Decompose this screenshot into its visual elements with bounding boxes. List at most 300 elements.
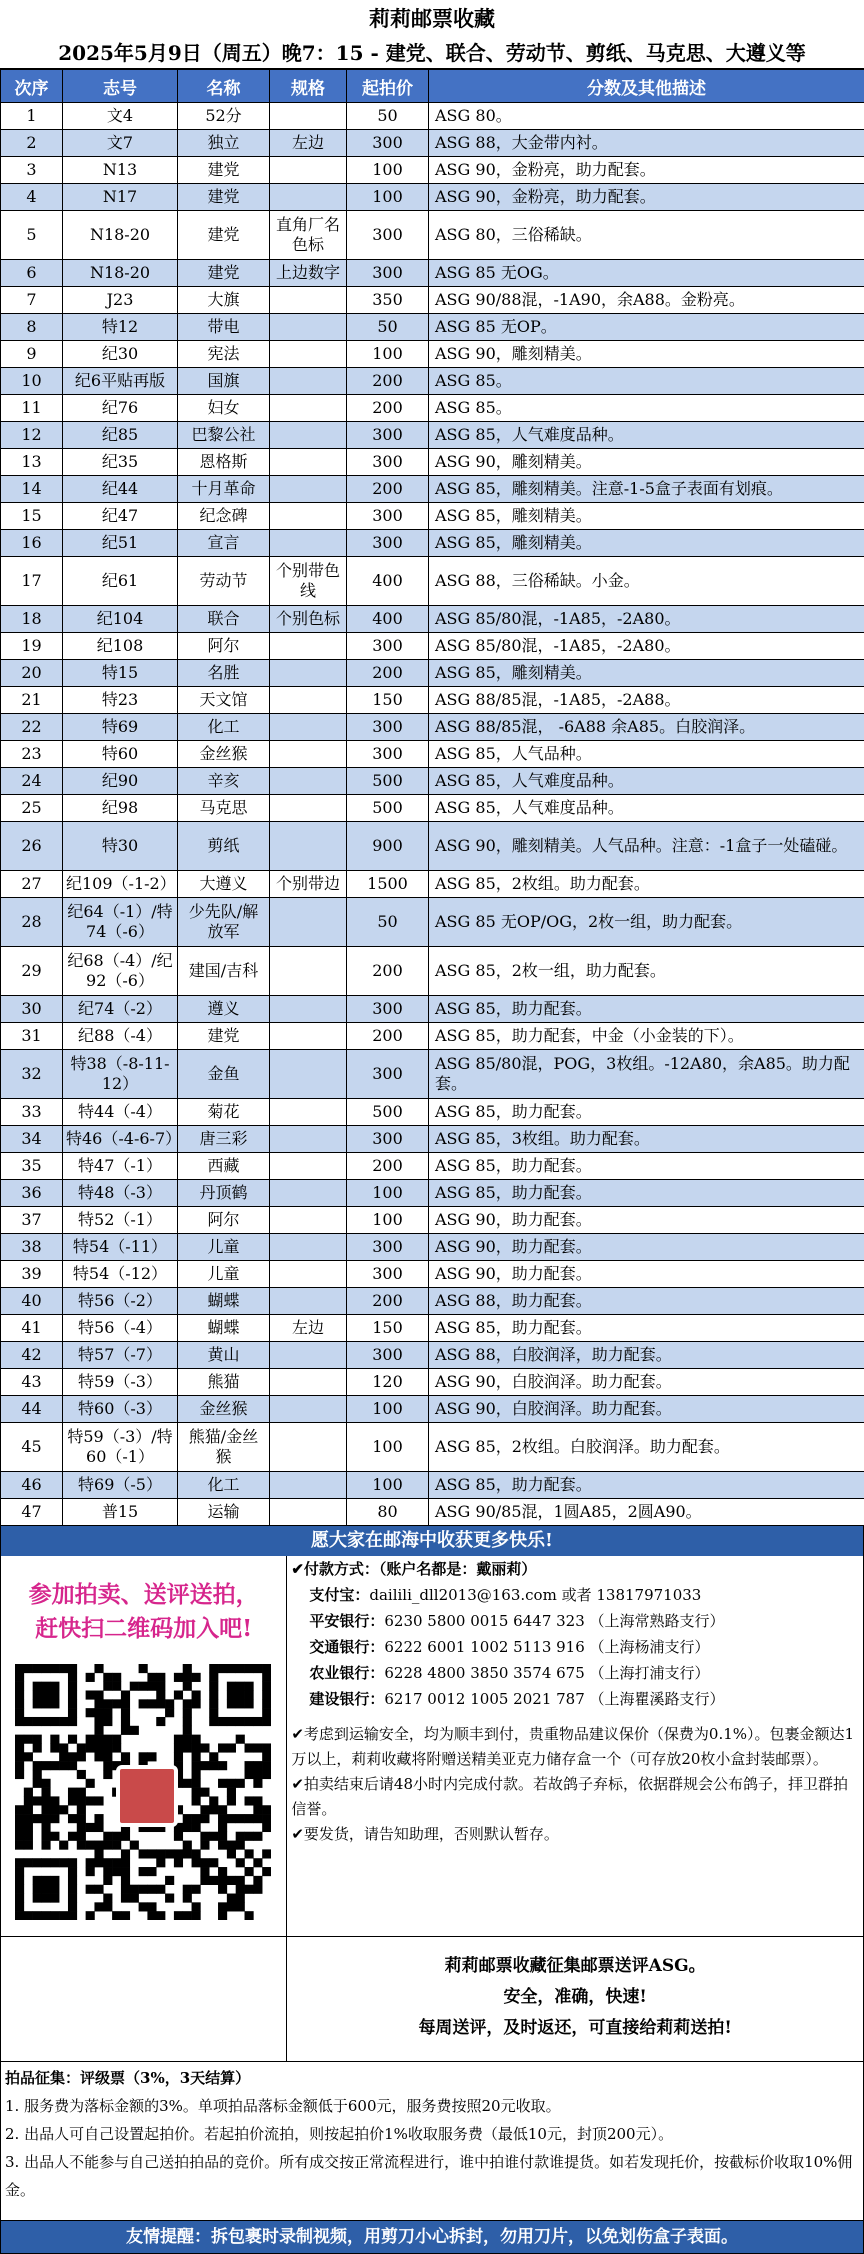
lot-start-price: 100 [347,1396,429,1423]
lot-name: 建国/吉科 [178,947,270,996]
lot-order: 39 [1,1261,63,1288]
lot-name: 遵义 [178,996,270,1023]
lot-description: ASG 88，大金带内衬。 [429,130,864,157]
lot-order: 3 [1,157,63,184]
lot-description: ASG 88，三俗稀缺。小金。 [429,557,864,606]
lot-description: ASG 88，白胶润泽，助力配套。 [429,1342,864,1369]
lot-spec [270,368,347,395]
lot-start-price: 150 [347,1315,429,1342]
alipay-label: 支付宝： [309,1586,369,1604]
lot-description: ASG 85/80混，-1A85，-2A80。 [429,633,864,660]
table-row [1,1261,864,1288]
col-header-spec: 规格 [270,70,347,103]
lot-order: 33 [1,1099,63,1126]
page-title: 莉莉邮票收藏 [0,0,864,38]
lot-description: ASG 90/85混，1圆A85，2圆A90。 [429,1499,864,1526]
lot-start-price: 200 [347,660,429,687]
lot-code: 特54（-11） [63,1234,178,1261]
lot-name: 恩格斯 [178,449,270,476]
lot-order: 38 [1,1234,63,1261]
lot-start-price: 100 [347,184,429,211]
lot-order: 30 [1,996,63,1023]
lot-code: 特56（-2） [63,1288,178,1315]
table-row [1,557,864,606]
lot-description: ASG 90/88混，-1A90，余A88。金粉亮。 [429,287,864,314]
col-header-name: 名称 [178,70,270,103]
bank-line [287,1634,863,1660]
lot-start-price: 300 [347,1234,429,1261]
lot-order: 20 [1,660,63,687]
lot-order: 31 [1,1023,63,1050]
lot-description: ASG 90，白胶润泽。助力配套。 [429,1396,864,1423]
lot-spec [270,476,347,503]
table-row [1,157,864,184]
lot-code: N13 [63,157,178,184]
lot-name: 国旗 [178,368,270,395]
lot-description: ASG 85，雕刻精美。 [429,530,864,557]
lot-code: J23 [63,287,178,314]
lot-order: 23 [1,741,63,768]
lot-code: 特46（-4-6-7） [63,1126,178,1153]
lot-spec: 左边 [270,130,347,157]
table-row [1,1369,864,1396]
table-row [1,871,864,898]
lot-order: 6 [1,260,63,287]
lot-description: ASG 85，助力配套。 [429,996,864,1023]
lot-spec [270,714,347,741]
lot-order: 18 [1,606,63,633]
table-row [1,606,864,633]
lot-start-price: 400 [347,557,429,606]
lot-description: ASG 90，助力配套。 [429,1261,864,1288]
lot-name: 建党 [178,211,270,260]
lot-order: 12 [1,422,63,449]
table-row [1,1396,864,1423]
table-row [1,395,864,422]
lot-description: ASG 85/80混，-1A85，-2A80。 [429,606,864,633]
table-row [1,530,864,557]
lot-spec: 左边 [270,1315,347,1342]
lot-start-price: 500 [347,1099,429,1126]
lot-start-price: 1500 [347,871,429,898]
lot-name: 唐三彩 [178,1126,270,1153]
lot-name: 金丝猴 [178,1396,270,1423]
lot-code: 纪74（-2） [63,996,178,1023]
lot-spec [270,1396,347,1423]
lot-spec [270,1099,347,1126]
lot-name: 金丝猴 [178,741,270,768]
lot-name: 运输 [178,1499,270,1526]
table-row [1,184,864,211]
lot-description: ASG 85，人气难度品种。 [429,768,864,795]
lot-code: 特69 [63,714,178,741]
promo-line-1: 参加拍卖、送评送拍， [1,1578,286,1612]
lot-code: 特59（-3） [63,1369,178,1396]
lot-description: ASG 85，人气难度品种。 [429,422,864,449]
lot-name: 名胜 [178,660,270,687]
lot-spec [270,795,347,822]
lot-spec [270,422,347,449]
lot-start-price: 300 [347,1050,429,1099]
bank-label: 平安银行： [309,1612,384,1630]
lot-description: ASG 85，人气品种。 [429,741,864,768]
lot-spec [270,1126,347,1153]
lot-code: 特30 [63,822,178,871]
lot-start-price: 900 [347,822,429,871]
lot-name: 熊猫/金丝猴 [178,1423,270,1472]
lot-description: ASG 90，雕刻精美。人气品种。注意：-1盒子一处磕碰。 [429,822,864,871]
lot-spec [270,741,347,768]
lot-order: 26 [1,822,63,871]
lot-code: 纪90 [63,768,178,795]
table-row [1,1423,864,1472]
lot-description: ASG 85 无OP。 [429,314,864,341]
lot-spec [270,947,347,996]
lot-start-price: 50 [347,314,429,341]
lot-spec: 直角厂名色标 [270,211,347,260]
payment-deadline-note: ✔拍卖结束后请48小时内完成付款。若故鸽子弃标，依据群规会公布鸽子，拝卫群拍信誉。 [287,1772,863,1822]
lot-order: 44 [1,1396,63,1423]
lot-code: N18-20 [63,211,178,260]
lot-name: 少先队/解放军 [178,898,270,947]
lot-spec [270,157,347,184]
lot-code: 特56（-4） [63,1315,178,1342]
lot-code: 纪88（-4） [63,1023,178,1050]
lot-name: 蝴蝶 [178,1288,270,1315]
lot-order: 21 [1,687,63,714]
table-row [1,476,864,503]
lot-spec [270,395,347,422]
lot-code: 特57（-7） [63,1342,178,1369]
lot-start-price: 300 [347,530,429,557]
lot-start-price: 300 [347,449,429,476]
lot-order: 22 [1,714,63,741]
lot-name: 菊花 [178,1099,270,1126]
asg-line-2: 安全，准确，快速! [287,1982,863,2013]
lot-spec [270,1153,347,1180]
lot-spec: 个别色标 [270,606,347,633]
lot-start-price: 50 [347,103,429,130]
lot-spec [270,1472,347,1499]
lot-start-price: 200 [347,1288,429,1315]
lot-spec [270,1369,347,1396]
lot-start-price: 300 [347,741,429,768]
table-row [1,660,864,687]
bank-label: 农业银行： [309,1664,384,1682]
lot-order: 25 [1,795,63,822]
lot-description: ASG 80，三俗稀缺。 [429,211,864,260]
lot-order: 24 [1,768,63,795]
lot-spec [270,530,347,557]
lot-order: 41 [1,1315,63,1342]
lot-code: 特59（-3）/特60（-1） [63,1423,178,1472]
lot-description: ASG 85，雕刻精美。 [429,503,864,530]
lot-description: ASG 90，雕刻精美。 [429,449,864,476]
bank-line [287,1608,863,1634]
rule-item: 2. 出品人可自己设置起拍价。若起拍价流拍，则按起拍价1%收取服务费（最低10元，封顶200元）。 [5,2120,859,2148]
lot-name: 妇女 [178,395,270,422]
lot-start-price: 100 [347,1180,429,1207]
lot-start-price: 300 [347,1342,429,1369]
lot-order: 28 [1,898,63,947]
lot-code: 特54（-12） [63,1261,178,1288]
lot-description: ASG 85，雕刻精美。注意-1-5盒子表面有划痕。 [429,476,864,503]
lot-start-price: 100 [347,1207,429,1234]
lot-name: 丹顶鹤 [178,1180,270,1207]
lot-name: 建党 [178,157,270,184]
lot-code: 纪76 [63,395,178,422]
lot-order: 36 [1,1180,63,1207]
lot-code: 特47（-1） [63,1153,178,1180]
lot-spec: 上边数字 [270,260,347,287]
lot-order: 10 [1,368,63,395]
table-row [1,260,864,287]
lot-description: ASG 85，人气难度品种。 [429,795,864,822]
lot-description: ASG 88，助力配套。 [429,1288,864,1315]
lot-order: 27 [1,871,63,898]
table-row [1,1499,864,1526]
col-header-code: 志号 [63,70,178,103]
lot-start-price: 100 [347,1423,429,1472]
lot-spec [270,449,347,476]
lot-start-price: 300 [347,503,429,530]
table-row [1,1099,864,1126]
table-row [1,314,864,341]
lot-name: 熊猫 [178,1369,270,1396]
lot-name: 辛亥 [178,768,270,795]
lot-code: 特23 [63,687,178,714]
lot-order: 17 [1,557,63,606]
lot-name: 化工 [178,1472,270,1499]
lot-code: N17 [63,184,178,211]
lot-order: 40 [1,1288,63,1315]
lot-order: 1 [1,103,63,130]
lot-name: 儿童 [178,1261,270,1288]
lot-code: 特69（-5） [63,1472,178,1499]
lot-start-price: 100 [347,1472,429,1499]
lot-code: 纪61 [63,557,178,606]
lot-order: 11 [1,395,63,422]
bank-line [287,1660,863,1686]
lot-description: ASG 90，金粉亮，助力配套。 [429,184,864,211]
lot-description: ASG 85 无OP/OG，2枚一组，助力配套。 [429,898,864,947]
lot-spec [270,341,347,368]
table-row [1,822,864,871]
asg-panel [287,1937,863,2061]
lot-order: 19 [1,633,63,660]
lot-spec [270,1180,347,1207]
lot-code: 特15 [63,660,178,687]
table-row [1,449,864,476]
lot-name: 带电 [178,314,270,341]
table-row [1,1315,864,1342]
table-row [1,287,864,314]
lot-description: ASG 85，3枚组。助力配套。 [429,1126,864,1153]
lot-description: ASG 90，助力配套。 [429,1234,864,1261]
lot-spec [270,687,347,714]
lot-code: 特52（-1） [63,1207,178,1234]
table-row [1,103,864,130]
lot-spec: 个别带色线 [270,557,347,606]
lot-spec [270,1261,347,1288]
lot-description: ASG 85，助力配套。 [429,1315,864,1342]
lot-description: ASG 88/85混， -6A88 余A85。白胶润泽。 [429,714,864,741]
lot-table-body [1,103,864,1526]
lot-name: 独立 [178,130,270,157]
lot-start-price: 400 [347,606,429,633]
table-header-row [1,70,864,103]
lot-description: ASG 85，2枚组。助力配套。 [429,871,864,898]
lot-description: ASG 90，金粉亮，助力配套。 [429,157,864,184]
lot-spec [270,1342,347,1369]
lot-name: 天文馆 [178,687,270,714]
lot-start-price: 300 [347,1126,429,1153]
lot-name: 联合 [178,606,270,633]
lot-name: 建党 [178,184,270,211]
col-header-start-price: 起拍价 [347,70,429,103]
lot-spec [270,1023,347,1050]
lot-order: 29 [1,947,63,996]
lot-start-price: 200 [347,1023,429,1050]
lot-spec [270,1050,347,1099]
shipping-note: ✔考虑到运输安全，均为顺丰到付，贵重物品建议保价（保费为0.1%）。包裹金额达1万以上，莉莉收藏将附赠送精美亚克力储存盒一个（可存放20枚小盒封装邮票）。 [287,1722,863,1772]
table-row [1,633,864,660]
lot-code: 纪6平贴再版 [63,368,178,395]
lot-start-price: 350 [347,287,429,314]
table-row [1,1342,864,1369]
bank-account: 6217 0012 1005 2021 787 （上海瞿溪路支行） [384,1690,724,1708]
table-row [1,947,864,996]
lot-start-price: 150 [347,687,429,714]
lot-start-price: 100 [347,341,429,368]
lot-description: ASG 90，雕刻精美。 [429,341,864,368]
bank-label: 交通银行： [309,1638,384,1656]
qr-code[interactable] [15,1664,271,1920]
lot-code: 文4 [63,103,178,130]
lot-start-price: 300 [347,260,429,287]
lot-spec [270,822,347,871]
lot-order: 34 [1,1126,63,1153]
qr-logo-icon [116,1765,178,1827]
lot-description: ASG 80。 [429,103,864,130]
blank-panel [1,1937,287,2061]
lot-order: 8 [1,314,63,341]
lot-order: 14 [1,476,63,503]
lot-description: ASG 85，助力配套。 [429,1099,864,1126]
wish-banner: 愿大家在邮海中收获更多快乐! [0,1526,864,1556]
table-row [1,714,864,741]
lot-name: 宣言 [178,530,270,557]
table-row [1,422,864,449]
lot-description: ASG 85，助力配套。 [429,1180,864,1207]
table-row [1,1153,864,1180]
lot-code: 普15 [63,1499,178,1526]
lot-spec [270,898,347,947]
lot-order: 2 [1,130,63,157]
footer-reminder: 友情提醒：拆包裹时录制视频，用剪刀小心拆封，勿用刀片，以免划伤盒子表面。 [0,2221,864,2254]
lot-order: 9 [1,341,63,368]
lot-start-price: 80 [347,1499,429,1526]
lot-order: 4 [1,184,63,211]
alipay-account: dailili_dll2013@163.com 或者 13817971033 [369,1586,701,1604]
lot-code: 特48（-3） [63,1180,178,1207]
lot-order: 15 [1,503,63,530]
lot-name: 宪法 [178,341,270,368]
lot-name: 大旗 [178,287,270,314]
lot-start-price: 200 [347,368,429,395]
lot-start-price: 300 [347,211,429,260]
table-row [1,898,864,947]
lot-name: 52分 [178,103,270,130]
lot-order: 13 [1,449,63,476]
table-row [1,795,864,822]
table-row [1,1234,864,1261]
lot-start-price: 120 [347,1369,429,1396]
lot-spec [270,633,347,660]
lot-start-price: 300 [347,633,429,660]
promo-panel [1,1556,287,1936]
lot-name: 建党 [178,260,270,287]
lot-spec [270,184,347,211]
lot-code: 纪64（-1）/特74（-6） [63,898,178,947]
lot-start-price: 300 [347,1261,429,1288]
table-row [1,1023,864,1050]
lot-code: 纪104 [63,606,178,633]
lot-description: ASG 85，助力配套，中金（小金装的下）。 [429,1023,864,1050]
lot-start-price: 300 [347,996,429,1023]
lot-spec: 个别带边 [270,871,347,898]
page-subtitle: 2025年5月9日（周五）晚7：15 - 建党、联合、劳动节、剪纸、马克思、大遵义等 [0,38,864,69]
table-row [1,1288,864,1315]
col-header-order: 次序 [1,70,63,103]
table-row [1,1207,864,1234]
lot-order: 43 [1,1369,63,1396]
lot-order: 35 [1,1153,63,1180]
lot-start-price: 300 [347,130,429,157]
lot-code: 纪109（-1-2） [63,871,178,898]
lot-description: ASG 85 无OG。 [429,260,864,287]
bank-label: 建设银行： [309,1690,384,1708]
promo-text [1,1556,286,1646]
rule-item: 3. 出品人不能参与自己送拍拍品的竞价。所有成交按正常流程进行，谁中拍谁付款谁提货。如若发现托价，按截标价收取10%佣金。 [5,2148,859,2204]
table-row [1,741,864,768]
lot-code: 纪35 [63,449,178,476]
table-row [1,341,864,368]
info-section [0,1556,864,1937]
lot-name: 马克思 [178,795,270,822]
lot-name: 巴黎公社 [178,422,270,449]
lot-start-price: 50 [347,898,429,947]
lot-table [0,69,864,1526]
lot-spec [270,287,347,314]
lot-start-price: 500 [347,795,429,822]
rules-heading: 拍品征集：评级票（3%，3天结算） [5,2064,859,2092]
lot-spec [270,103,347,130]
lot-order: 37 [1,1207,63,1234]
table-row [1,130,864,157]
lot-code: 纪85 [63,422,178,449]
rule-item: 1. 服务费为落标金额的3%。单项拍品落标金额低于600元，服务费按照20元收取。 [5,2092,859,2120]
table-row [1,503,864,530]
lot-description: ASG 85。 [429,395,864,422]
lot-order: 7 [1,287,63,314]
lot-name: 剪纸 [178,822,270,871]
table-row [1,1050,864,1099]
lot-name: 金鱼 [178,1050,270,1099]
bank-account: 6222 6001 1002 5113 916 （上海杨浦支行） [384,1638,709,1656]
lot-start-price: 200 [347,947,429,996]
lot-spec [270,314,347,341]
